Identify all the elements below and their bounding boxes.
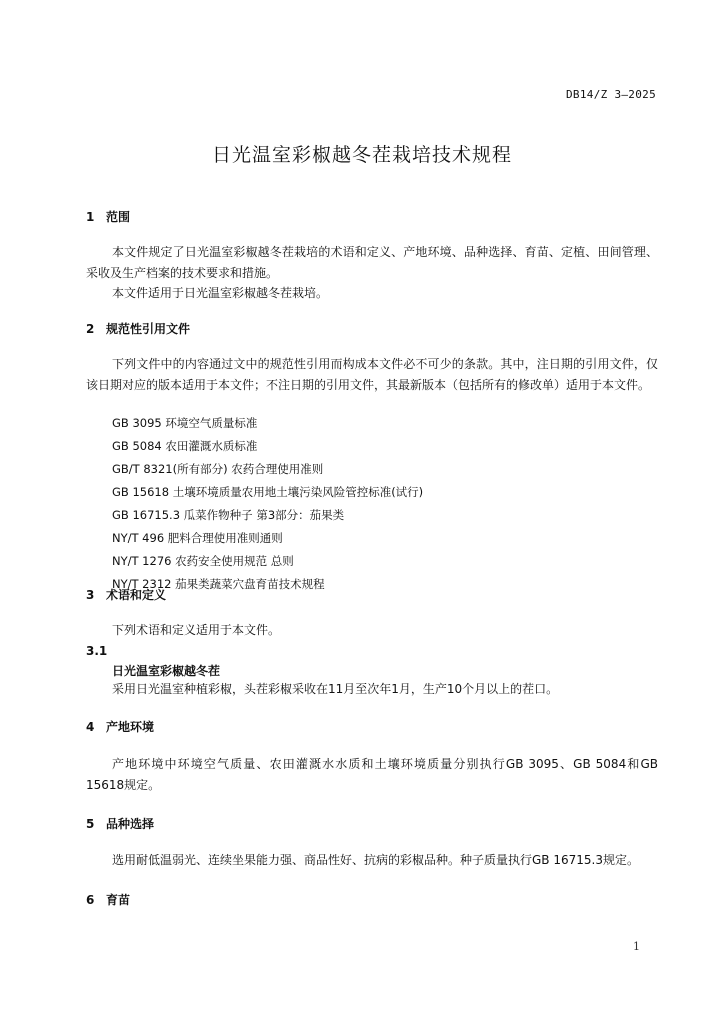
section-1-paragraph-2: 本文件适用于日光温室彩椒越冬茬栽培。 xyxy=(112,286,329,300)
section-title: 范围 xyxy=(106,210,131,224)
reference-item: NY/T 2312 茄果类蔬菜穴盘育苗技术规程 xyxy=(112,577,325,591)
section-2-heading xyxy=(86,320,190,337)
reference-item: GB/T 8321(所有部分) 农药合理使用准则 xyxy=(112,462,324,476)
document-code: DB14/Z 3—2025 xyxy=(566,88,656,101)
section-1-heading xyxy=(86,208,130,225)
section-3-intro: 下列术语和定义适用于本文件。 xyxy=(112,623,281,637)
section-3-heading xyxy=(86,586,166,603)
reference-item: GB 5084 农田灌溉水质标准 xyxy=(112,439,258,453)
section-5-heading xyxy=(86,815,154,832)
reference-item: GB 15618 土壤环境质量农用地土壤污染风险管控标准(试行) xyxy=(112,485,424,499)
document-title: 日光温室彩椒越冬茬栽培技术规程 xyxy=(211,144,512,166)
term-name: 日光温室彩椒越冬茬 xyxy=(112,664,221,678)
page-number: 1 xyxy=(633,940,640,953)
reference-item: GB 16715.3 瓜菜作物种子 第3部分：茄果类 xyxy=(112,508,345,522)
section-number: 4 xyxy=(86,720,95,734)
reference-item: NY/T 496 肥料合理使用准则通则 xyxy=(112,531,283,545)
section-number: 5 xyxy=(86,817,95,831)
term-number: 3.1 xyxy=(86,644,108,658)
section-number: 6 xyxy=(86,893,95,907)
section-number: 1 xyxy=(86,210,95,224)
section-2-intro: 下列文件中的内容通过文中的规范性引用而构成本文件必不可少的条款。其中，注日期的引用文件，仅该日期对应的版本适用于本文件；不注日期的引用文件，其最新版本（包括所有的修改单）适用于本文件。 xyxy=(86,357,658,392)
reference-item: NY/T 1276 农药安全使用规范 总则 xyxy=(112,554,294,568)
term-definition: 采用日光温室种植彩椒，头茬彩椒采收在11月至次年1月，生产10个月以上的茬口。 xyxy=(112,682,559,696)
section-title: 规范性引用文件 xyxy=(106,322,191,336)
reference-item: GB 3095 环境空气质量标准 xyxy=(112,416,258,430)
section-title: 品种选择 xyxy=(106,817,155,831)
reference-list xyxy=(112,412,423,596)
section-6-heading xyxy=(86,891,130,908)
section-5-text: 选用耐低温弱光、连续坐果能力强、商品性好、抗病的彩椒品种。种子质量执行GB 16715.3规定。 xyxy=(112,853,639,867)
section-1-paragraph-1: 本文件规定了日光温室彩椒越冬茬栽培的术语和定义、产地环境、品种选择、育苗、定植、田间管理、采收及生产档案的技术要求和措施。 xyxy=(86,245,658,280)
section-4-heading xyxy=(86,718,154,735)
section-number: 2 xyxy=(86,322,95,336)
section-title: 术语和定义 xyxy=(106,588,167,602)
section-title: 育苗 xyxy=(106,893,131,907)
section-number: 3 xyxy=(86,588,95,602)
section-title: 产地环境 xyxy=(106,720,155,734)
section-4-text: 产地环境中环境空气质量、农田灌溉水水质和土壤环境质量分别执行GB 3095、GB 5084和GB 15618规定。 xyxy=(86,757,658,792)
